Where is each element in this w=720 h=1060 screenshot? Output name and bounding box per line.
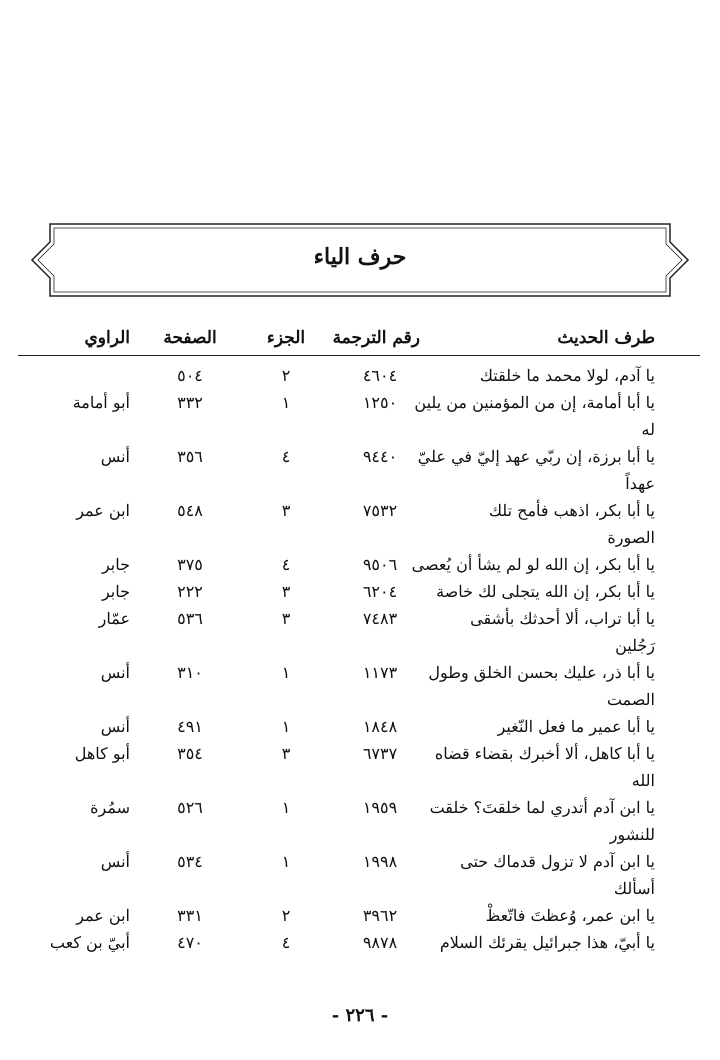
volume-number: ٣	[281, 501, 291, 520]
hadith-text: يا ابن آدم أتدري لما خلقتَ؟ خلقت	[429, 798, 655, 817]
entry-number: ١٩٥٩	[362, 798, 398, 817]
hadith-text: الصمت	[606, 690, 655, 709]
volume-number: ١	[281, 852, 291, 871]
narrator-name: ابن عمر	[76, 501, 130, 520]
page-number-cell: ٣١٠	[177, 663, 203, 682]
volume-number: ١	[281, 717, 291, 736]
entry-number: ٦٧٣٧	[362, 744, 398, 763]
column-header-volume: الجزء	[266, 328, 306, 348]
entry-number: ١٩٩٨	[362, 852, 398, 871]
entry-number: ٧٥٣٢	[362, 501, 398, 520]
hadith-text: يا أبا أمامة، إن من المؤمنين من يلين	[414, 393, 655, 412]
hadith-text: رَجُلين	[615, 636, 655, 655]
volume-number: ٣	[281, 582, 291, 601]
page-number-cell: ٣٣١	[177, 906, 203, 925]
entry-number: ٩٤٤٠	[362, 447, 398, 466]
narrator-name: عمّار	[98, 609, 130, 628]
hadith-text: الله	[631, 771, 655, 790]
narrator-name: أنس	[100, 852, 130, 871]
section-banner	[30, 222, 690, 298]
column-header-narrator: الراوي	[84, 328, 130, 348]
entry-number: ٤٦٠٤	[362, 366, 398, 385]
volume-number: ٢	[281, 366, 291, 385]
page-number-cell: ٣٥٤	[177, 744, 203, 763]
volume-number: ٤	[281, 447, 291, 466]
volume-number: ١	[281, 798, 291, 817]
header-rule	[18, 355, 700, 356]
entry-number: ١٨٤٨	[362, 717, 398, 736]
hadith-text: يا أبا برزة، إن ربّي عهد إليّ في عليّ	[417, 447, 655, 466]
hadith-text: عهداً	[625, 474, 655, 493]
entry-number: ٩٨٧٨	[362, 933, 398, 952]
narrator-name: أبو كاهل	[74, 744, 130, 763]
entry-number: ١١٧٣	[362, 663, 398, 682]
column-header-hadith: طرف الحديث	[557, 328, 655, 348]
hadith-text: يا أبا تراب، ألا أحدثك بأشقى	[470, 609, 655, 628]
page-number-cell: ٥٤٨	[177, 501, 203, 520]
page-number-cell: ٥٠٤	[177, 366, 203, 385]
page-number-cell: ٢٢٢	[177, 582, 203, 601]
volume-number: ٤	[281, 933, 291, 952]
page-number-cell: ٣٣٢	[177, 393, 203, 412]
hadith-text: يا أبا بكر، إن الله يتجلى لك خاصة	[436, 582, 655, 601]
hadith-text: يا أبا بكر، اذهب فأمح تلك	[488, 501, 655, 520]
section-title: حرف الياء	[313, 244, 407, 270]
narrator-name: ابن عمر	[76, 906, 130, 925]
hadith-text: للنشور	[609, 825, 655, 844]
entry-number: ٦٢٠٤	[362, 582, 398, 601]
hadith-text: يا آدم، لولا محمد ما خلقتك	[479, 366, 655, 385]
page-number: - ٢٢٦ -	[331, 1005, 389, 1026]
narrator-name: جابر	[101, 582, 130, 601]
column-header-entry-no: رقم الترجمة	[332, 328, 420, 348]
page-number-cell: ٣٧٥	[177, 555, 203, 574]
hadith-text: يا ابن آدم لا تزول قدماك حتى	[460, 852, 655, 871]
entry-number: ٣٩٦٢	[362, 906, 398, 925]
page-number-cell: ٥٣٦	[177, 609, 203, 628]
hadith-text: له	[641, 420, 655, 439]
hadith-text: يا أبا كاهل، ألا أخبرك بقضاء قضاه	[434, 744, 655, 763]
hadith-text: يا أبا عمير ما فعل النّغير	[497, 717, 655, 736]
volume-number: ١	[281, 663, 291, 682]
narrator-name: أبو أمامة	[72, 393, 130, 412]
narrator-name: جابر	[101, 555, 130, 574]
volume-number: ٢	[281, 906, 291, 925]
page-number-cell: ٤٧٠	[177, 933, 203, 952]
page-number-cell: ٥٢٦	[177, 798, 203, 817]
narrator-name: سمُرة	[90, 798, 130, 817]
hadith-text: يا أبيّ، هذا جبرائيل يقرئك السلام	[439, 933, 655, 952]
narrator-name: أنس	[100, 717, 130, 736]
volume-number: ٣	[281, 744, 291, 763]
narrator-name: أبيّ بن كعب	[49, 933, 130, 952]
page-number-cell: ٤٩١	[177, 717, 203, 736]
entry-number: ٧٤٨٣	[362, 609, 398, 628]
volume-number: ١	[281, 393, 291, 412]
hadith-text: يا أبا بكر، إن الله لو لم يشأ أن يُعصى	[411, 555, 655, 574]
narrator-name: أنس	[100, 663, 130, 682]
column-header-page: الصفحة	[163, 328, 217, 348]
volume-number: ٤	[281, 555, 291, 574]
entry-number: ١٢٥٠	[362, 393, 398, 412]
hadith-text: الصورة	[607, 528, 655, 547]
hadith-text: أسألك	[613, 879, 655, 898]
volume-number: ٣	[281, 609, 291, 628]
hadith-text: يا أبا ذر، عليك بحسن الخلق وطول	[428, 663, 655, 682]
page-number-cell: ٣٥٦	[177, 447, 203, 466]
narrator-name: أنس	[100, 447, 130, 466]
page-number-cell: ٥٣٤	[177, 852, 203, 871]
entry-number: ٩٥٠٦	[362, 555, 398, 574]
hadith-text: يا ابن عمر، وُعظتَ فاتّعظْ	[485, 906, 655, 925]
